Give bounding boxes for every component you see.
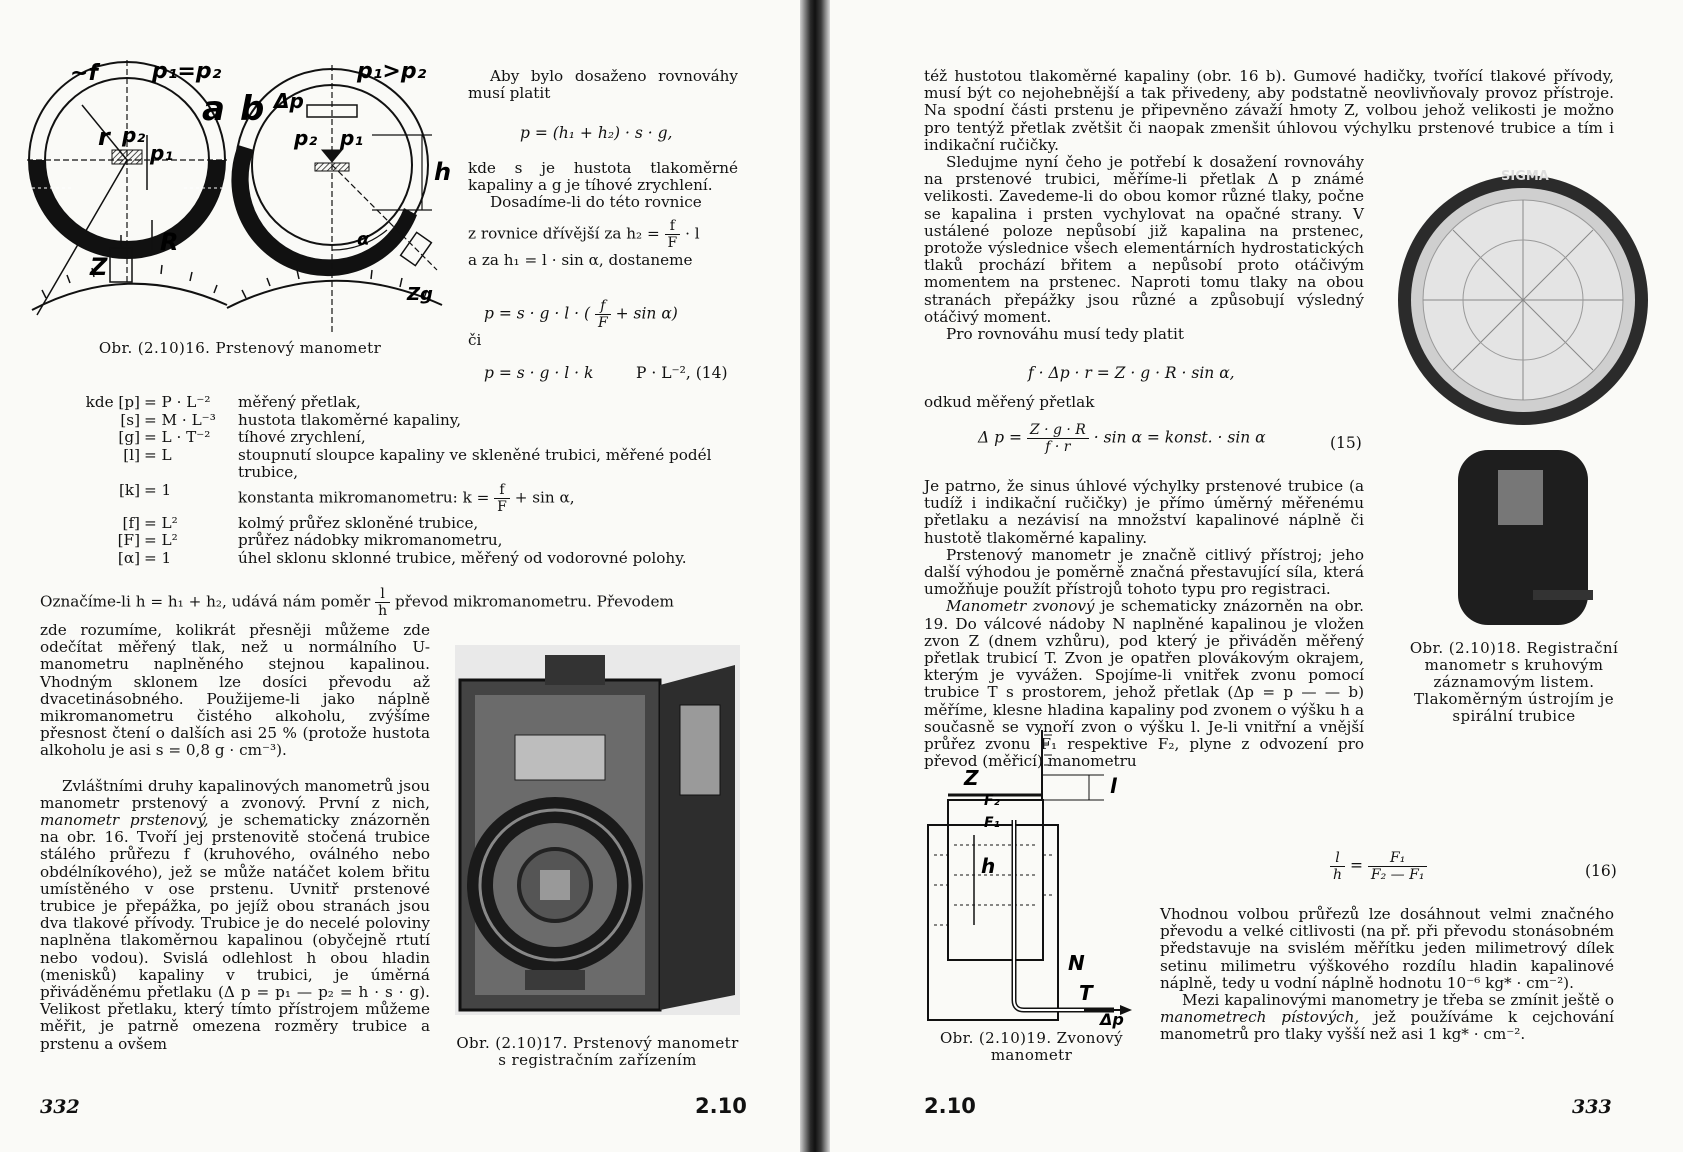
figure-18-caption: Obr. (2.10)18. Registrační manometr s kruhovým záznamovým listem. Tlakoměrným ústrojím je spirální trubice bbox=[1409, 639, 1619, 725]
equation-1: p = (h₁ + h₂) · s · g, bbox=[520, 124, 673, 142]
para-pro-rovnovahu: Pro rovnováhu musí tedy platit bbox=[946, 325, 1184, 344]
label-z: Z bbox=[90, 253, 108, 281]
variable-row bbox=[40, 550, 740, 568]
figure-16-ring-manometer bbox=[12, 50, 462, 350]
variable-dimension: = L² bbox=[144, 513, 178, 532]
subst-text-a: z rovnice dřívější za h₂ = bbox=[468, 224, 660, 243]
label-zg: Zg bbox=[407, 284, 433, 305]
right-bottom-text bbox=[1160, 906, 1614, 1044]
variable-description: hustota tlakoměrné kapaliny, bbox=[238, 410, 462, 429]
transmission-line: Označíme-li h = h₁ + h₂, udává nám poměr $\frac{l}{h}$ převod mikromanometru. Převodem bbox=[40, 586, 674, 619]
fig19-label-t: T bbox=[1079, 981, 1093, 1005]
variable-symbol: [k] bbox=[118, 480, 140, 499]
para-mezi: Mezi kapalinovými manometry je třeba se zmínit ještě o manometrech pístových, jež používáme k cejchování manometrů pro tlaky vyšší než asi 1 kg* · cm⁻². bbox=[1160, 991, 1615, 1044]
fig19-label-f2: F₂ bbox=[984, 793, 1000, 809]
equation-balance: f · Δp · r = Z · g · R · sin α, bbox=[1028, 364, 1235, 382]
para-dosadime: Dosadíme-li do této rovnice bbox=[490, 193, 702, 212]
book-gutter bbox=[800, 0, 830, 1152]
variable-symbol: [l] bbox=[123, 445, 140, 464]
label-p-equal: p₁=p₂ bbox=[152, 59, 222, 84]
label-p2: p₂ bbox=[122, 123, 146, 147]
variable-symbol: [g] bbox=[118, 428, 140, 446]
variable-row bbox=[40, 394, 740, 412]
density-text bbox=[468, 160, 738, 212]
para-prevod: zde rozumíme, kolikrát přesněji můžeme zde odečítat měřený tlak, než u normálního U-manometru naplněného stejnou kapalinou. Vhodným sklonem lze dosíci převodu až dvacetinásobného. Použijeme-li jako náplně mikromanometru čistého alkoholu, zvýšíme přesnost čtení o dalších asi 25 % (protože hustota alkoholu je asi s = 0,8 g · cm⁻³). bbox=[40, 621, 430, 760]
variable-dimension: = P · L⁻² bbox=[144, 393, 211, 411]
section-number-left: 2.10 bbox=[695, 1094, 747, 1118]
para-je-patrno: Je patrno, že sinus úhlové výchylky prstenové trubice (a tudíž i indikační ručičky) je přímo úměrný měřenému přetlaku a nezávisí na množství kapalinové náplně či hustotě tlakoměrné kapaliny. bbox=[924, 477, 1364, 547]
subst-text-b: · l bbox=[685, 224, 700, 243]
variable-description: tíhové zrychlení, bbox=[238, 428, 366, 446]
variable-dimension: = L · T⁻² bbox=[144, 428, 211, 446]
fig19-label-n: N bbox=[1068, 951, 1085, 975]
variable-dimension: = 1 bbox=[144, 548, 172, 567]
fig19-label-f1: F₁ bbox=[984, 815, 1000, 831]
figure-18-photo bbox=[1398, 150, 1648, 635]
page-number-right: 333 bbox=[1572, 1096, 1612, 1118]
variable-description: úhel sklonu sklonné trubice, měřený od vodorovné polohy. bbox=[238, 548, 687, 567]
label-dp: Δp bbox=[274, 89, 304, 113]
variable-symbol: [F] bbox=[117, 531, 140, 549]
label-r-big: R bbox=[160, 228, 179, 256]
section-number-right: 2.10 bbox=[924, 1094, 976, 1118]
para-rovnovaha: Aby bylo dosaženo rovnováhy musí platit bbox=[468, 67, 738, 103]
equation-2: p = s · g · l · ( $\frac{f}{F}$ + sin α) bbox=[484, 298, 678, 331]
left-body-text bbox=[40, 622, 430, 1053]
variable-description: stoupnutí sloupce kapaliny ve skleněné trubici, měřené podél trubice, bbox=[238, 445, 712, 481]
variable-row bbox=[40, 515, 740, 533]
fraction-f-over-F: $\frac{f}{F}$ bbox=[665, 218, 681, 251]
equation-15-number: (15) bbox=[1330, 434, 1362, 452]
figure-19-caption: Obr. (2.10)19. Zvonový manometr bbox=[939, 1029, 1124, 1064]
label-b-p1: p₁ bbox=[340, 126, 364, 150]
variable-symbol: [α] bbox=[117, 548, 140, 567]
variable-symbol: kde [p] bbox=[85, 393, 140, 411]
variable-dimension: = M · L⁻³ bbox=[144, 410, 216, 429]
equation-15: Δ p = $\frac{Z \cdot g \cdot R}{f \cdot r}$ · sin α = konst. · sin α bbox=[978, 422, 1266, 455]
variable-row bbox=[40, 429, 740, 447]
equation-16-number: (16) bbox=[1585, 862, 1617, 880]
figure-17-caption: Obr. (2.10)17. Prstenový manometr s registračním zařízením bbox=[456, 1034, 739, 1069]
fig19-label-h: h bbox=[981, 854, 996, 878]
text-ci: či bbox=[468, 331, 482, 349]
variable-symbol: [s] bbox=[120, 410, 140, 429]
label-p-greater: p₁>p₂ bbox=[357, 59, 427, 84]
variable-dimension: = L² bbox=[144, 531, 178, 549]
para-sledujme: Sledujme nyní čeho je potřebí k dosažení rovnováhy na prstenové trubici, měříme-li přetlak Δ p známé velikosti. Zavedeme-li do obou komor různé tlaky, počne se kapalina i prsten vychylovat na opačné strany. V ustálené poloze nepůsobí již kapalina na prstenec, protože výslednice všech elementárních hydrostatických tlaků prochází břitem a nepůsobí proto otáčivým momentem na prstenec. Naproti tomu tlaky na obou stranách přepážky jsou různé a způsobují výsledný otáčivý moment. bbox=[924, 153, 1364, 326]
variable-dimension: = L bbox=[144, 445, 172, 464]
equation-14: p = s · g · l · k bbox=[484, 364, 594, 382]
variable-description: průřez nádobky mikromanometru, bbox=[238, 531, 503, 549]
label-b: b bbox=[240, 89, 265, 129]
para-zvonovy: Manometr zvonový je schematicky znázorněn na obr. 19. Do válcové nádoby N naplněné kapalinou je vložen zvon Z (dnem vzhůru), pod který je přiváděn měřený přetlak trubicí T. Zvon je opatřen plovákovým okrajem, kterým je vyvážen. Spojíme-li vnitřek zvonu pomocí trubice T s prostorem, jehož přetlak (Δp = p — — b) měříme, klesne hladina kapaliny pod zvonem o výšku h a současně se vynoří zvon o výšku l. Je-li vnitřní a vnější průřez zvonu F₁ respektive F₂, plyne z odvození pro převod (měřicí) manometru bbox=[924, 597, 1364, 771]
fig19-label-dp: Δp bbox=[1100, 1010, 1124, 1029]
page-number-left: 332 bbox=[40, 1096, 80, 1118]
brand-label: SIGMA bbox=[1501, 169, 1549, 184]
label-b-p2: p₂ bbox=[294, 126, 318, 150]
variable-description: kolmý průřez skloněné trubice, bbox=[238, 513, 479, 532]
page-333 bbox=[830, 0, 1683, 1152]
equilibrium-text bbox=[468, 68, 738, 102]
text-odkud: odkud měřený přetlak bbox=[924, 393, 1095, 411]
variable-row bbox=[40, 482, 740, 515]
figure-16-caption: Obr. (2.10)16. Prstenový manometr bbox=[98, 339, 382, 357]
para-vhodnou: Vhodnou volbou průřezů lze dosáhnout velmi značného převodu a velké citlivosti (na př. při převodu stonásobném představuje na svislém měřítku jeden milimetrový dílek setinu milimetru výškového rozdílu hladin kapalinové náplně, tedy u vodní náplně hodnotu 10⁻⁶ kg* · cm⁻²). bbox=[1160, 905, 1614, 992]
substitution-h1: a za h₁ = l · sin α, dostaneme bbox=[468, 251, 693, 269]
equation-16: $\frac{l}{h}$ = $\frac{\text{F₁}}{\text{F₂ — F₁}}$ bbox=[1330, 850, 1427, 883]
para-hustotou: též hustotou tlakoměrné kapaliny (obr. 16 b). Gumové hadičky, tvořící tlakové přívody, musí být co nejohebnější a tak přivedeny, aby podstatně neovlivňovaly provoz přístroje. Na spodní části prstenu je připevněno závaží hmoty Z, volbou jehož velikosti je možno pro tentýž přetlak zvětšit či naopak zmenšit úhlovou výchylku prstenové trubice a tím i indikační ručičky. bbox=[924, 67, 1614, 154]
right-top-text bbox=[924, 68, 1614, 154]
label-f: ~f bbox=[70, 61, 99, 86]
fig19-label-l: l bbox=[1110, 774, 1117, 798]
label-p1: p₁ bbox=[150, 141, 174, 165]
page-332 bbox=[0, 0, 800, 1152]
fig19-label-z: Z bbox=[964, 766, 979, 790]
variables-table bbox=[40, 394, 740, 567]
label-h: h bbox=[434, 158, 452, 186]
label-alpha: α bbox=[357, 229, 370, 250]
variable-row bbox=[40, 412, 740, 430]
variable-row bbox=[40, 447, 740, 482]
para-zvlastni: Zvláštními druhy kapalinových manometrů jsou manometr prstenový a zvonový. První z nich, manometr prstenový, je schematicky znázorněn na obr. 16. Tvoří jej prstenovitě stočená trubice stálého průřezu f (kruhového, oválného nebo obdélníkového), jež se může natáčet kolem břitu umístěného v ose prstenu. Uvnitř prstenové trubice je přepážka, po jejíž obou stranách jsou dva tlakové přívody. Trubice je do necelé poloviny naplněna tlakoměrnou kapalinou (obyčejně rtutí nebo vodou). Svislá odlehlost h obou hladin (menisků) kapaliny v trubici, je úměrná přiváděnému přetlaku (Δ p = p₁ — p₂ = h · s · g). Velikost přetlaku, který tímto přístrojem můžeme měřit, je patrně omezena rozměry trubice a prstenu a ovšem bbox=[40, 776, 431, 1053]
equilibrium-column bbox=[924, 154, 1364, 343]
variable-description: konstanta mikromanometru: k = $\frac{f}{F}$ + sin α, bbox=[238, 481, 575, 515]
para-hustota: kde s je hustota tlakoměrné kapaliny a g je tíhové zrychlení. bbox=[468, 159, 738, 195]
variable-symbol: [f] bbox=[122, 513, 140, 532]
variable-row bbox=[40, 532, 740, 550]
equation-14-units: P · L⁻², (14) bbox=[636, 364, 728, 382]
variable-dimension: = 1 bbox=[144, 480, 172, 499]
substitution-line bbox=[468, 218, 758, 251]
label-a: a bbox=[202, 89, 225, 129]
label-r: r bbox=[98, 123, 110, 151]
ring-a bbox=[27, 60, 227, 315]
variable-description: měřený přetlak, bbox=[238, 393, 361, 411]
figure-17-photo bbox=[455, 645, 740, 1015]
figure-19-bell-manometer bbox=[924, 725, 1144, 1030]
para-citlivy: Prstenový manometr je značně citlivý přístroj; jeho další výhodou je poměrně značná přestavující síla, která umožňuje použít přístrojů tohoto typu pro registraci. bbox=[924, 545, 1364, 599]
